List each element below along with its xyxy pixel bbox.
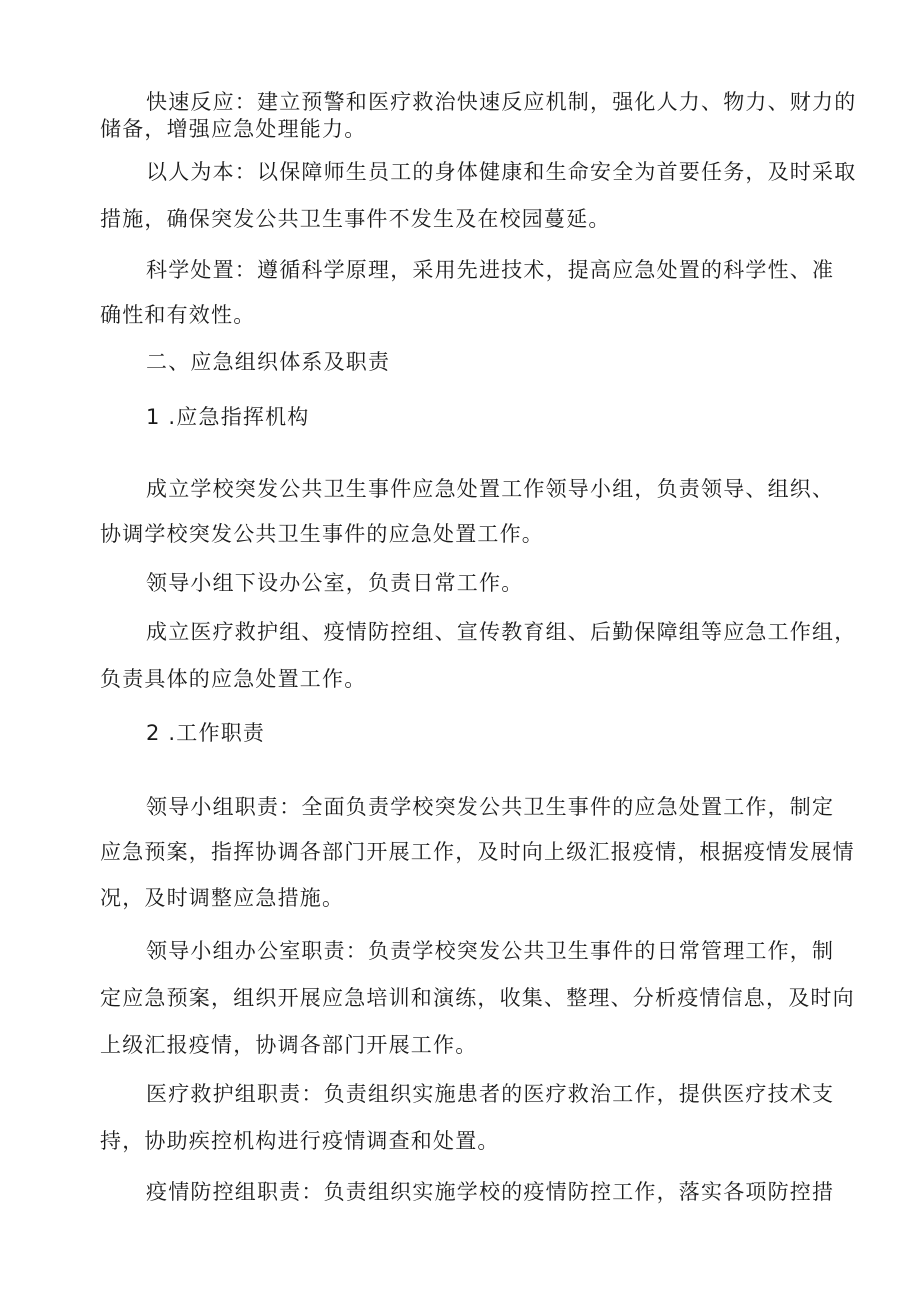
paragraph-line: 成立学校突发公共卫生事件应急处置工作领导小组，负责领导、组织、 bbox=[146, 477, 835, 501]
paragraph-line: 上级汇报疫情，协调各部门开展工作。 bbox=[100, 1033, 478, 1057]
paragraph-line: 定应急预案，组织开展应急培训和演练，收集、整理、分析疫情信息，及时向 bbox=[100, 986, 855, 1010]
paragraph-line: 储备，增强应急处理能力。 bbox=[100, 117, 367, 141]
paragraph-line: 持，协助疾控机构进行疫情调查和处置。 bbox=[100, 1129, 500, 1153]
paragraph-line: 确性和有效性。 bbox=[100, 303, 256, 327]
subsection-heading: 2 .工作职责 bbox=[146, 721, 266, 745]
section-heading: 二、应急组织体系及职责 bbox=[146, 350, 391, 374]
subsection-heading: 1 .应急指挥机构 bbox=[146, 405, 310, 429]
paragraph-line: 领导小组办公室职责：负责学校突发公共卫生事件的日常管理工作，制 bbox=[146, 939, 835, 963]
paragraph-line: 医疗救护组职责：负责组织实施患者的医疗救治工作，提供医疗技术支 bbox=[146, 1082, 835, 1106]
paragraph-line: 措施，确保突发公共卫生事件不发生及在校园蔓延。 bbox=[100, 207, 611, 231]
paragraph-line: 领导小组下设办公室，负责日常工作。 bbox=[146, 571, 524, 595]
paragraph-line: 快速反应：建立预警和医疗救治快速反应机制，强化人力、物力、财力的 bbox=[146, 90, 857, 114]
paragraph-line: 应急预案，指挥协调各部门开展工作，及时向上级汇报疫情，根据疫情发展情 bbox=[100, 840, 855, 864]
paragraph-line: 疫情防控组职责：负责组织实施学校的疫情防控工作，落实各项防控措 bbox=[146, 1180, 835, 1204]
paragraph-line: 以人为本：以保障师生员工的身体健康和生命安全为首要任务，及时采取 bbox=[146, 160, 857, 184]
paragraph-line: 成立医疗救护组、疫情防控组、宣传教育组、后勤保障组等应急工作组， bbox=[146, 620, 857, 644]
paragraph-line: 况，及时调整应急措施。 bbox=[100, 886, 345, 910]
paragraph-line: 协调学校突发公共卫生事件的应急处置工作。 bbox=[100, 522, 544, 546]
paragraph-line: 科学处置：遵循科学原理，采用先进技术，提高应急处置的科学性、准 bbox=[146, 258, 835, 282]
paragraph-line: 领导小组职责：全面负责学校突发公共卫生事件的应急处置工作，制定 bbox=[146, 795, 835, 819]
paragraph-line: 负责具体的应急处置工作。 bbox=[100, 667, 367, 691]
